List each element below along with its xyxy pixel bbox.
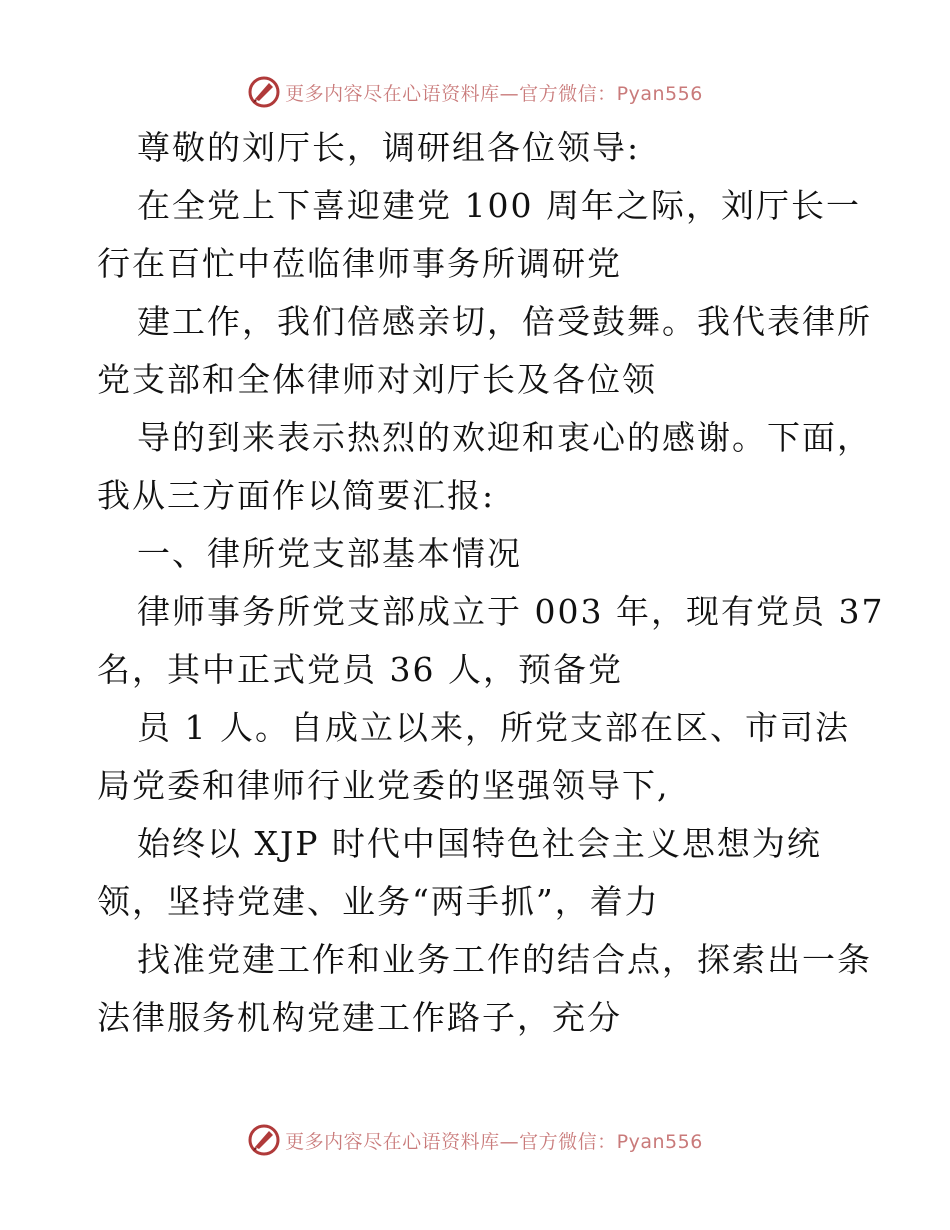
text-line: 建工作，我们倍感亲切，倍受鼓舞。我代表律所 (137, 302, 872, 341)
text-line: 律师事务所党支部成立于 003 年，现有党员 37 (137, 592, 885, 631)
text-line: 员 1 人。自成立以来，所党支部在区、市司法 (137, 708, 850, 747)
text-line: 行在百忙中莅临律师事务所调研党 (97, 244, 622, 283)
header-watermark-text: 更多内容尽在心语资料库—官方微信：Pyan556 (285, 82, 703, 105)
footer-watermark (0, 1120, 950, 1160)
text-line: 名，其中正式党员 36 人，预备党 (97, 650, 623, 689)
text-line: 导的到来表示热烈的欢迎和衷心的感谢。下面， (137, 418, 872, 457)
text-line: 党支部和全体律师对刘厅长及各位领 (97, 360, 657, 399)
pen-logo-icon (247, 1123, 281, 1157)
footer-watermark-text: 更多内容尽在心语资料库—官方微信：Pyan556 (285, 1130, 703, 1153)
text-line: 我从三方面作以简要汇报: (97, 476, 496, 515)
text-line: 始终以 XJP 时代中国特色社会主义思想为统 (137, 824, 822, 863)
pen-logo-icon (247, 75, 281, 109)
text-line: 在全党上下喜迎建党 100 周年之际，刘厅长一 (137, 186, 861, 225)
text-line: 尊敬的刘厅长，调研组各位领导: (137, 128, 641, 167)
text-line: 找准党建工作和业务工作的结合点，探索出一条 (137, 940, 872, 979)
section-heading: 一、律所党支部基本情况 (137, 534, 522, 573)
text-line: 局党委和律师行业党委的坚强领导下, (97, 766, 670, 805)
text-line: 领，坚持党建、业务“两手抓”，着力 (97, 882, 660, 921)
header-watermark (0, 72, 950, 112)
text-line: 法律服务机构党建工作路子，充分 (97, 998, 622, 1037)
